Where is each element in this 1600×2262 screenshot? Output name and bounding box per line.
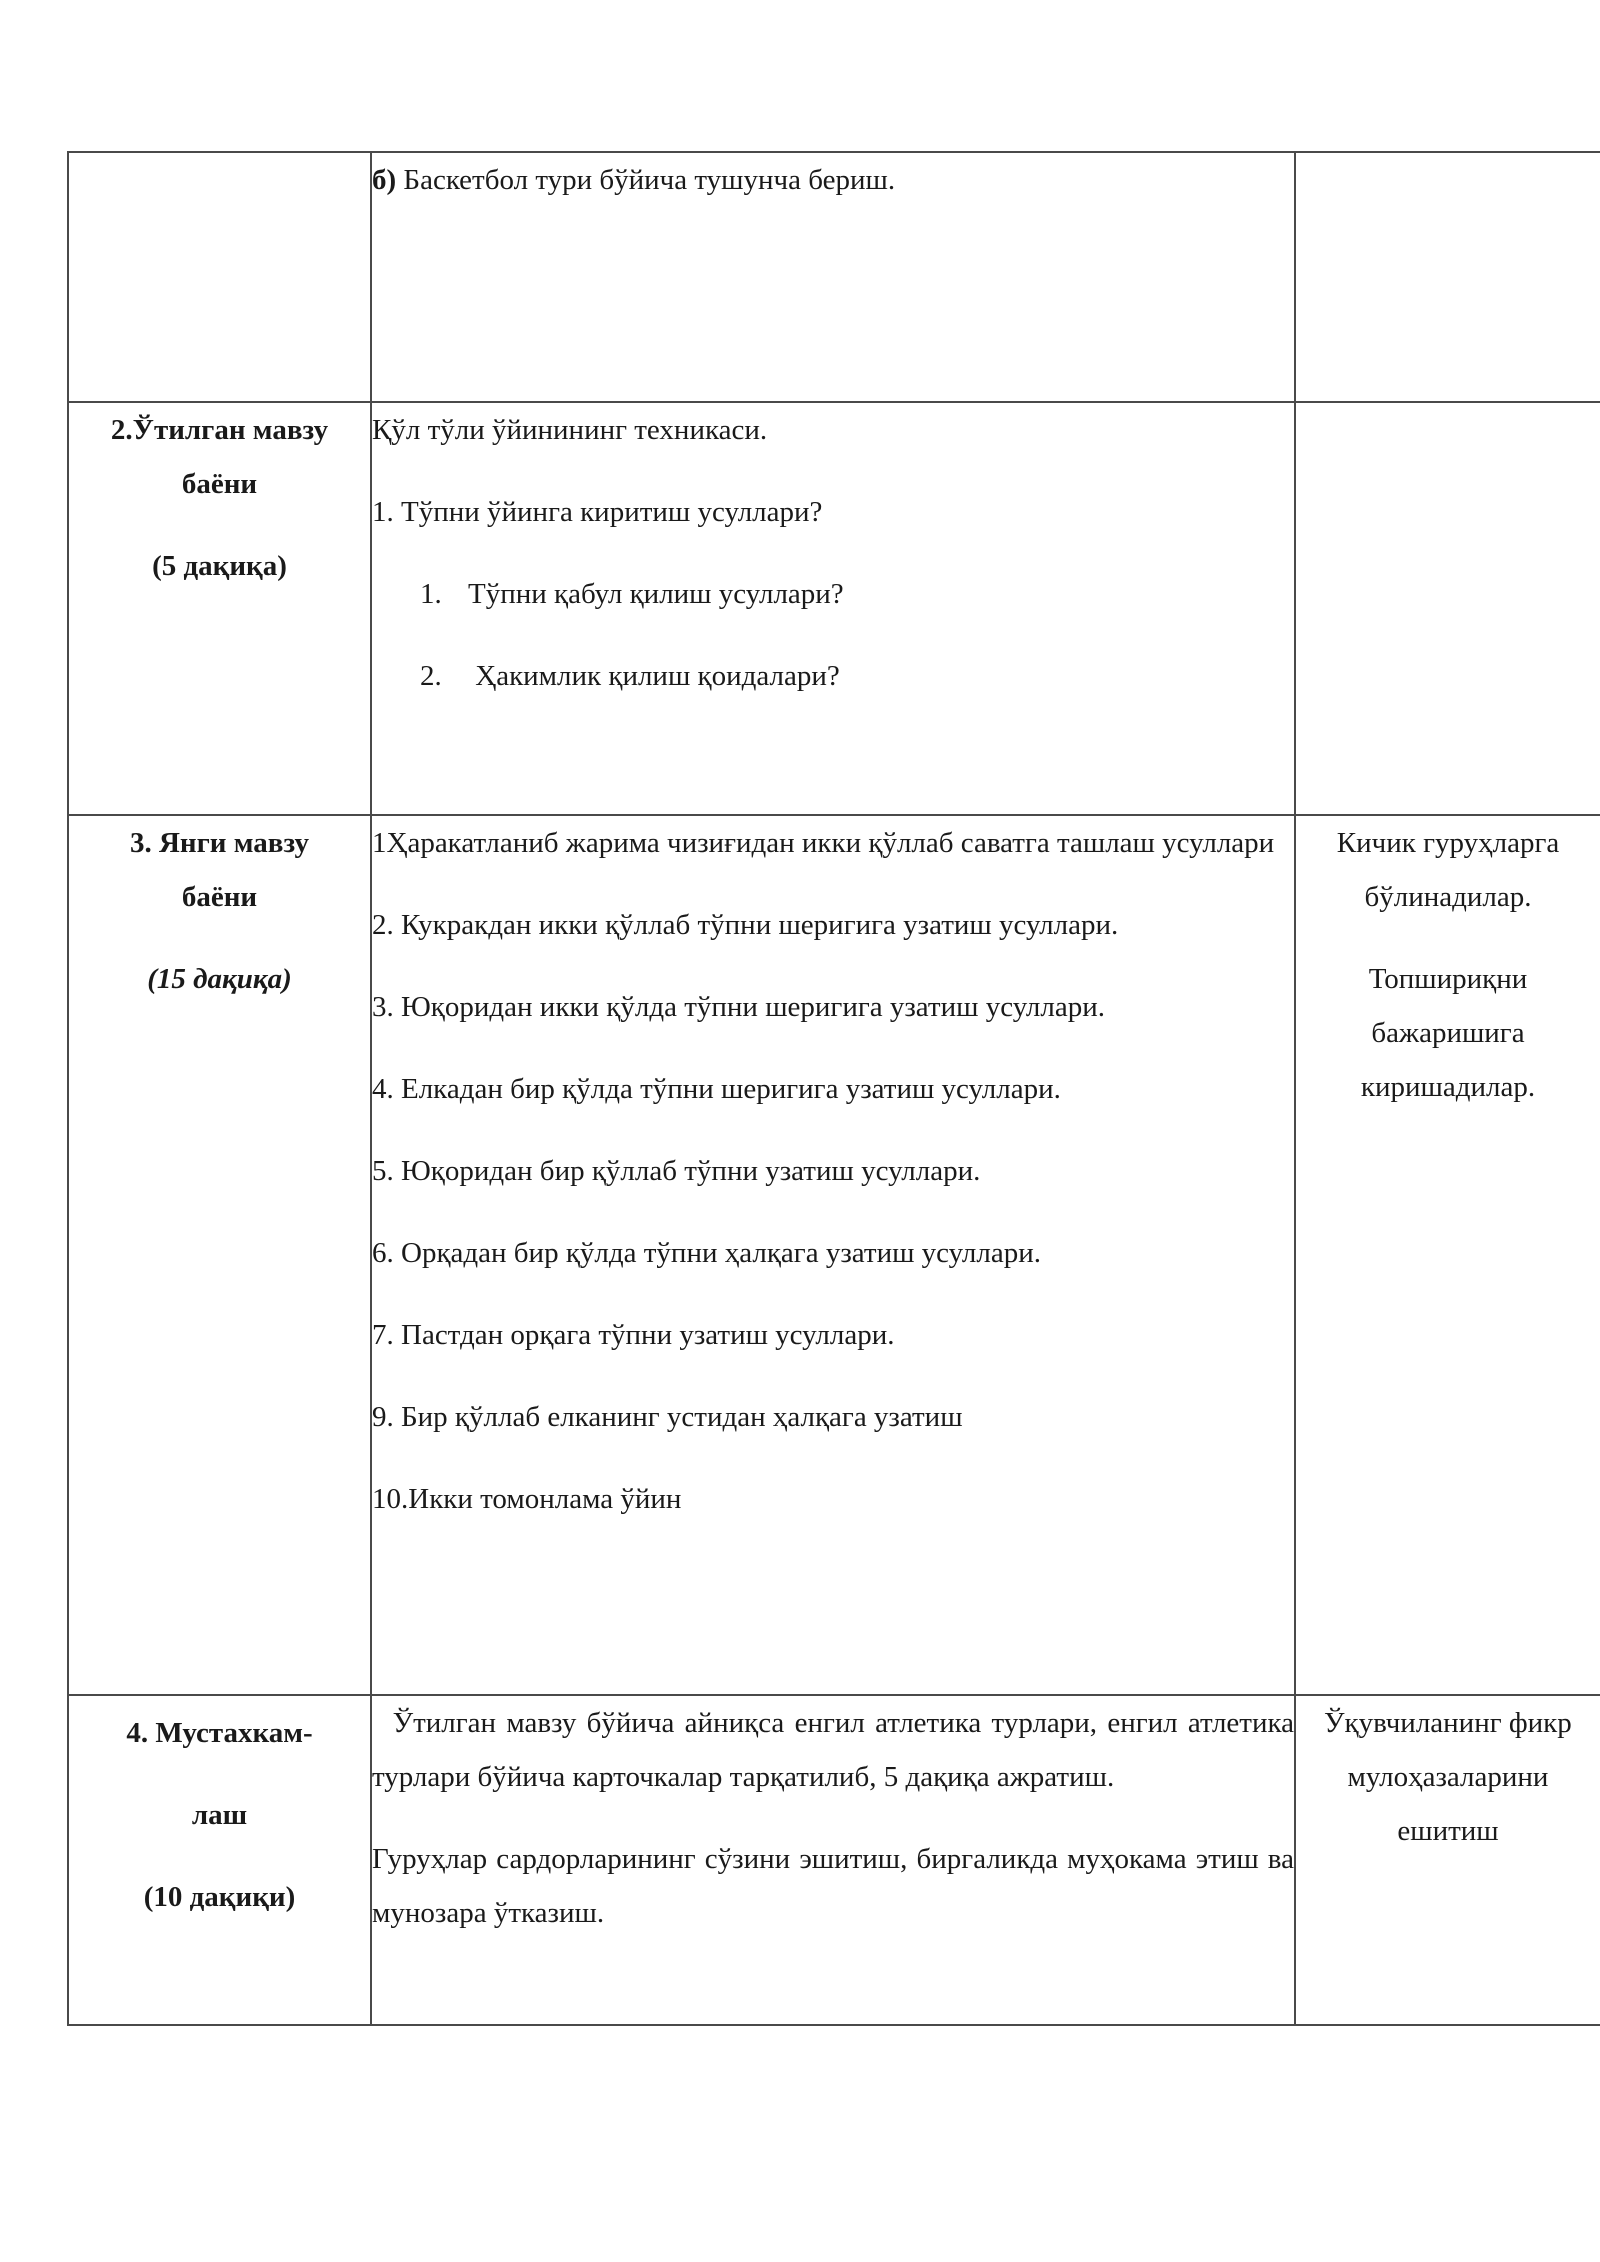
note-line: киришадилар.	[1360, 1071, 1536, 1103]
content-line: б) Баскетбол тури бўйича тушунча бериш.	[372, 164, 896, 196]
note-line: Ўқувчиланинг фикр	[1324, 1707, 1572, 1739]
content-line: 9. Бир қўллаб елканинг устидан ҳалқага узатиш	[372, 1401, 963, 1433]
note-line: бажаришига	[1371, 1017, 1525, 1049]
stage-duration: (5 дақиқа)	[152, 550, 287, 582]
note-cell	[1295, 402, 1600, 815]
table-row	[68, 402, 1600, 815]
note-line: мулоҳазаларини	[1347, 1761, 1549, 1793]
stage-title: 3. Янги мавзу	[129, 827, 310, 859]
content-line: 4. Елкадан бир қўлда тўпни шеригига узатиш усуллари.	[372, 1073, 1061, 1105]
stage-cell	[68, 1695, 371, 2025]
note-line: Топшириқни	[1368, 963, 1528, 995]
content-cell	[371, 152, 1295, 402]
content-line: 1Ҳаракатланиб жарима чизиғидан икки қўллаб саватга ташлаш усуллари	[372, 827, 1275, 859]
content-cell	[371, 402, 1295, 815]
note-cell	[1295, 152, 1600, 402]
content-cell	[371, 815, 1295, 1695]
numbered-item: 1. Тўпни қабул қилиш усуллари?	[420, 578, 844, 610]
note-cell	[1295, 815, 1600, 1695]
stage-cell	[68, 152, 371, 402]
stage-title: баёни	[181, 468, 258, 500]
stage-cell	[68, 402, 371, 815]
stage-title: лаш	[191, 1799, 248, 1831]
content-line: 1. Тўпни ўйинга киритиш усуллари?	[372, 496, 823, 528]
note-line: Кичик гуруҳларга	[1336, 827, 1560, 859]
table-row	[68, 1695, 1600, 2025]
content-line: Ўтилган мавзу бўйича айниқса енгил атлетика турлари, енгил атлетика турлари бўйича карточкалар тарқатилиб, 5 дақиқа ажратиш.	[372, 1707, 1302, 1793]
stage-title: 4. Мустахкам-	[126, 1717, 313, 1749]
stage-duration: (15 дақиқа)	[147, 963, 292, 995]
content-cell	[371, 1695, 1302, 2025]
lesson-plan-table	[67, 151, 1600, 2026]
numbered-item: 2. Ҳакимлик қилиш қоидалари?	[420, 660, 840, 692]
content-line: 6. Орқадан бир қўлда тўпни ҳалқага узатиш усуллари.	[372, 1237, 1041, 1269]
stage-title: 2.Ўтилган мавзу	[110, 414, 329, 446]
content-line: 7. Пастдан орқага тўпни узатиш усуллари.	[372, 1319, 895, 1351]
table-row	[68, 815, 1600, 1695]
content-line: 2. Кукракдан икки қўллаб тўпни шеригига узатиш усуллари.	[372, 909, 1119, 941]
stage-title: баёни	[181, 881, 258, 913]
stage-duration: (10 дақиқи)	[143, 1881, 296, 1913]
content-line: 3. Юқоридан икки қўлда тўпни шеригига узатиш усуллари.	[372, 991, 1106, 1023]
content-line: Қўл тўли ўйинининг техникаси.	[372, 414, 768, 446]
content-line: 10.Икки томонлама ўйин	[372, 1483, 682, 1515]
content-line: 5. Юқоридан бир қўллаб тўпни узатиш усуллари.	[372, 1155, 981, 1187]
note-line: бўлинадилар.	[1364, 881, 1532, 913]
content-line: Гуруҳлар сардорларининг сўзини эшитиш, биргаликда муҳокама этиш ва мунозара ўтказиш.	[372, 1843, 1294, 1929]
note-cell	[1295, 1695, 1600, 2025]
note-line: ешитиш	[1397, 1815, 1499, 1847]
stage-cell	[68, 815, 371, 1695]
table-row	[68, 152, 1600, 402]
